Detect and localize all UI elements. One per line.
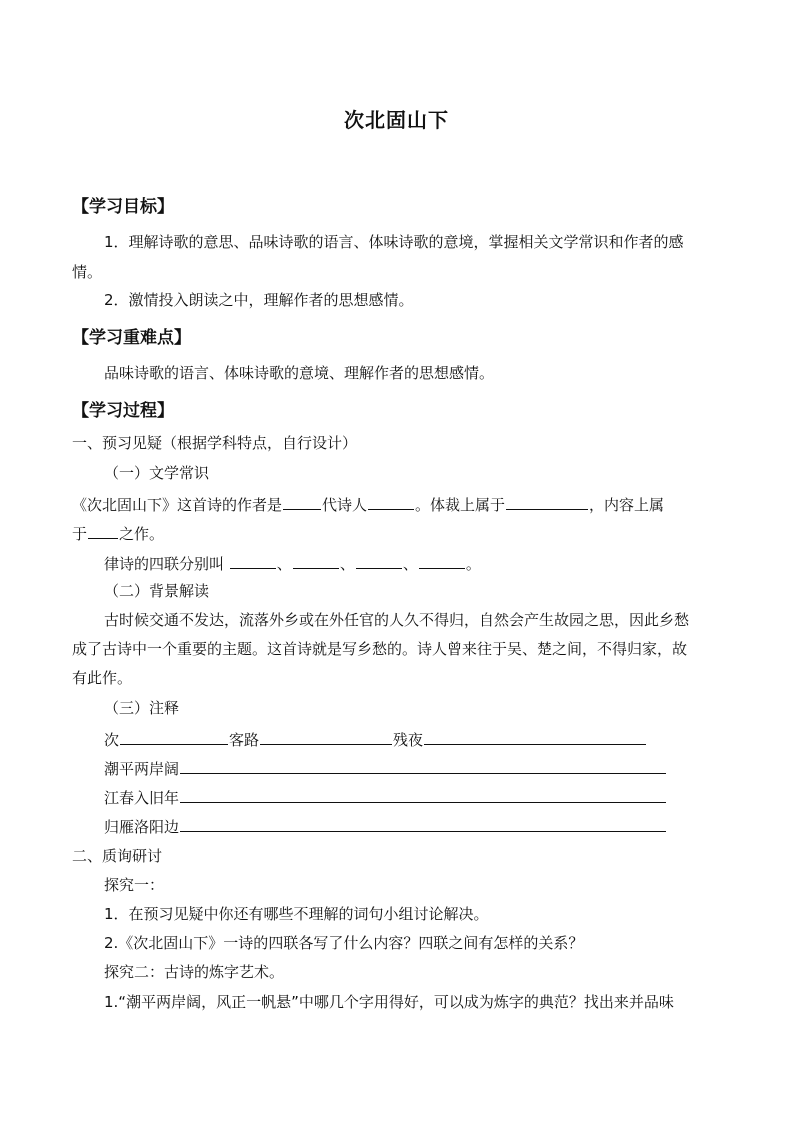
- q-text-a: 《次北固山下》这首诗的作者是: [72, 496, 283, 514]
- explore-2-heading: 探究二：古诗的炼字艺术。: [104, 963, 285, 981]
- blank-note-kelu[interactable]: [260, 728, 392, 745]
- blank-note-5[interactable]: [180, 786, 666, 803]
- process-heading: 【学习过程】: [72, 401, 174, 421]
- blank-couplet-4[interactable]: [419, 552, 465, 569]
- blank-content[interactable]: [88, 522, 118, 539]
- sub-literature: （一）文学常识: [104, 464, 210, 482]
- blank-couplet-3[interactable]: [356, 552, 402, 569]
- background-line-1: 古时候交通不发达，流落外乡或在外任官的人久不得归，自然会产生故园之思，因此乡愁: [104, 611, 690, 629]
- sub-background: （二）背景解读: [104, 582, 210, 600]
- note-6-label: 归雁洛阳边: [104, 818, 180, 836]
- explore-2-q1: 1.“潮平两岸阔，风正一帆悬”中哪几个字用得好，可以成为炼字的典范？找出来并品味: [104, 993, 674, 1011]
- notes-line-2: [104, 757, 667, 779]
- part1-title: 一、预习见疑（根据学科特点，自行设计）: [72, 434, 358, 452]
- question-content-line: [72, 522, 164, 544]
- note-canye-label: 残夜: [393, 731, 424, 749]
- key-points-heading: 【学习重难点】: [72, 328, 191, 348]
- sub-notes: （三）注释: [104, 699, 180, 717]
- q-text-f: 之作。: [119, 525, 165, 543]
- question-couplets-line: [104, 552, 481, 574]
- blank-couplet-1[interactable]: [230, 552, 276, 569]
- q-text-c: 。体裁上属于: [415, 496, 506, 514]
- explore-1-q1: 1．在预习见疑中你还有哪些不理解的词句小组讨论解决。: [104, 905, 489, 923]
- period: 。: [465, 555, 481, 573]
- goal-2: 2．激情投入朗读之中，理解作者的思想感情。: [104, 291, 414, 309]
- explore-1-heading: 探究一：: [104, 876, 165, 894]
- goal-1-line-b: 情。: [72, 263, 103, 281]
- key-points-text: 品味诗歌的语言、体味诗歌的意境、理解作者的思想感情。: [104, 364, 495, 382]
- explore-1-q2: 2.《次北固山下》一诗的四联各写了什么内容？四联之间有怎样的关系？: [104, 934, 584, 952]
- blank-couplet-2[interactable]: [293, 552, 339, 569]
- separator: 、: [276, 555, 292, 573]
- note-5-label: 江春入旧年: [104, 789, 180, 807]
- notes-line-3: [104, 786, 667, 808]
- page-title: 次北固山下: [344, 108, 449, 132]
- question-author-line: [72, 493, 664, 515]
- blank-dynasty[interactable]: [283, 493, 321, 510]
- notes-line-4: [104, 815, 667, 837]
- part2-title: 二、质询研讨: [72, 847, 163, 865]
- blank-note-6[interactable]: [180, 815, 666, 832]
- note-kelu-label: 客路: [229, 731, 260, 749]
- blank-note-4[interactable]: [180, 757, 666, 774]
- blank-poet[interactable]: [368, 493, 414, 510]
- blank-genre[interactable]: [506, 493, 588, 510]
- background-line-3: 有此作。: [72, 669, 133, 687]
- note-ci-label: 次: [104, 731, 120, 749]
- blank-note-canye[interactable]: [424, 728, 646, 745]
- separator: 、: [339, 555, 355, 573]
- background-line-2: 成了古诗中一个重要的主题。这首诗就是写乡愁的。诗人曾来往于吴、楚之间，不得归家，故: [72, 640, 688, 658]
- blank-note-ci[interactable]: [120, 728, 228, 745]
- notes-line-1: [104, 728, 647, 750]
- q-text-b: 代诗人: [322, 496, 368, 514]
- goal-1-line-a: 1．理解诗歌的意思、品味诗歌的语言、体味诗歌的意境，掌握相关文学常识和作者的感: [104, 233, 684, 251]
- goals-heading: 【学习目标】: [72, 197, 174, 217]
- separator: 、: [402, 555, 418, 573]
- q-text-d: ，内容上属: [589, 496, 665, 514]
- q-couplets-text: 律诗的四联分别叫: [104, 555, 225, 573]
- q-text-e: 于: [72, 525, 88, 543]
- note-4-label: 潮平两岸阔: [104, 760, 180, 778]
